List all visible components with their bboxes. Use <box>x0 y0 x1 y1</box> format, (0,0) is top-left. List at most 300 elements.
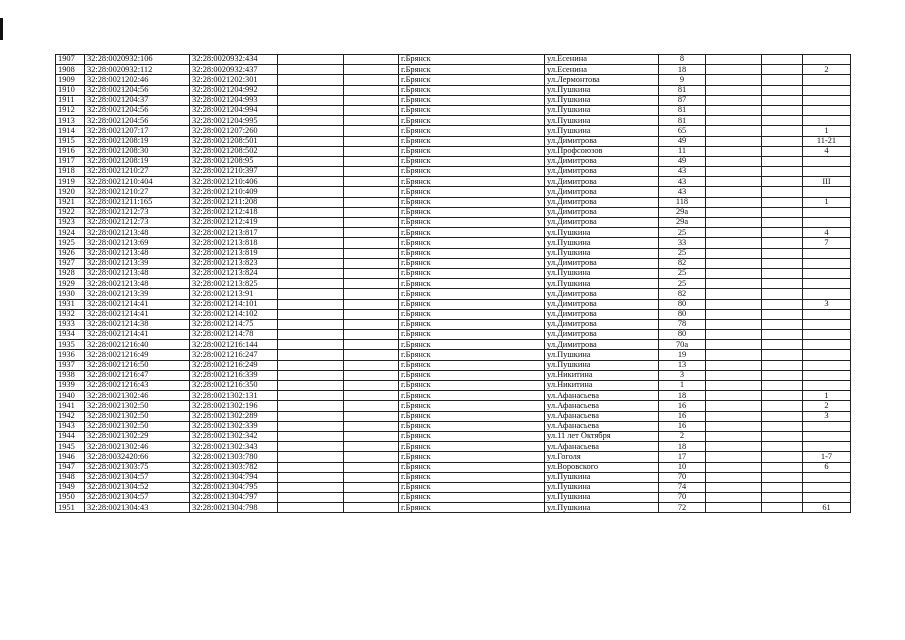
house-number-cell: 25 <box>659 279 706 289</box>
empty-cell <box>278 197 344 207</box>
empty-cell <box>762 85 803 95</box>
empty-cell <box>762 442 803 452</box>
house-number-cell: 16 <box>659 421 706 431</box>
city-cell: г.Брянск <box>399 136 545 146</box>
empty-cell <box>706 503 762 513</box>
land-cadastral-number-cell: 32:28:0021304:52 <box>85 482 190 492</box>
land-cadastral-number-cell: 32:28:0021304:57 <box>85 493 190 503</box>
house-number-cell: 70 <box>659 493 706 503</box>
empty-cell <box>762 411 803 421</box>
record-number-cell: 1915 <box>56 136 85 146</box>
extra-number-cell <box>803 350 851 360</box>
object-cadastral-number-cell: 32:28:0021208:95 <box>190 156 278 166</box>
empty-cell <box>762 156 803 166</box>
city-cell: г.Брянск <box>399 360 545 370</box>
table-row <box>56 340 851 350</box>
empty-cell <box>706 370 762 380</box>
land-cadastral-number-cell: 32:28:0021213:39 <box>85 258 190 268</box>
street-cell: ул.Димитрова <box>545 177 659 187</box>
house-number-cell: 49 <box>659 136 706 146</box>
street-cell: ул.Димитрова <box>545 187 659 197</box>
empty-cell <box>344 350 399 360</box>
house-number-cell: 18 <box>659 65 706 75</box>
empty-cell <box>344 279 399 289</box>
empty-cell <box>762 75 803 85</box>
empty-cell <box>278 431 344 441</box>
record-number-cell: 1920 <box>56 187 85 197</box>
empty-cell <box>344 85 399 95</box>
empty-cell <box>278 289 344 299</box>
extra-number-cell <box>803 472 851 482</box>
record-number-cell: 1925 <box>56 238 85 248</box>
house-number-cell: 80 <box>659 330 706 340</box>
empty-cell <box>762 391 803 401</box>
empty-cell <box>344 75 399 85</box>
empty-cell <box>344 340 399 350</box>
empty-cell <box>706 381 762 391</box>
empty-cell <box>344 116 399 126</box>
empty-cell <box>278 248 344 258</box>
extra-number-cell <box>803 167 851 177</box>
object-cadastral-number-cell: 32:28:0021213:823 <box>190 258 278 268</box>
extra-number-cell <box>803 289 851 299</box>
empty-cell <box>762 493 803 503</box>
house-number-cell: 25 <box>659 248 706 258</box>
table-row <box>56 268 851 278</box>
empty-cell <box>762 136 803 146</box>
empty-cell <box>762 167 803 177</box>
table-row <box>56 299 851 309</box>
street-cell: ул.Пушкина <box>545 248 659 258</box>
empty-cell <box>762 472 803 482</box>
extra-number-cell: 6 <box>803 462 851 472</box>
street-cell: ул.Пушкина <box>545 126 659 136</box>
extra-number-cell <box>803 493 851 503</box>
land-cadastral-number-cell: 32:28:0021216:47 <box>85 370 190 380</box>
house-number-cell: 13 <box>659 360 706 370</box>
extra-number-cell: 3 <box>803 299 851 309</box>
object-cadastral-number-cell: 32:28:0021211:208 <box>190 197 278 207</box>
house-number-cell: 2 <box>659 431 706 441</box>
empty-cell <box>706 452 762 462</box>
empty-cell <box>278 238 344 248</box>
record-number-cell: 1908 <box>56 65 85 75</box>
empty-cell <box>706 279 762 289</box>
empty-cell <box>706 431 762 441</box>
empty-cell <box>706 187 762 197</box>
house-number-cell: 74 <box>659 482 706 492</box>
table-row <box>56 279 851 289</box>
empty-cell <box>762 126 803 136</box>
extra-number-cell: 1 <box>803 126 851 136</box>
record-number-cell: 1922 <box>56 207 85 217</box>
empty-cell <box>278 55 344 65</box>
empty-cell <box>706 289 762 299</box>
empty-cell <box>706 126 762 136</box>
empty-cell <box>278 136 344 146</box>
record-number-cell: 1941 <box>56 401 85 411</box>
street-cell: ул.Димитрова <box>545 197 659 207</box>
house-number-cell: 10 <box>659 462 706 472</box>
record-number-cell: 1940 <box>56 391 85 401</box>
extra-number-cell <box>803 309 851 319</box>
extra-number-cell: 1 <box>803 391 851 401</box>
empty-cell <box>706 146 762 156</box>
extra-number-cell <box>803 482 851 492</box>
table-row <box>56 228 851 238</box>
city-cell: г.Брянск <box>399 228 545 238</box>
street-cell: ул.Пушкина <box>545 95 659 105</box>
street-cell: ул.Никитина <box>545 381 659 391</box>
empty-cell <box>344 156 399 166</box>
extra-number-cell: 4 <box>803 228 851 238</box>
empty-cell <box>762 330 803 340</box>
empty-cell <box>706 197 762 207</box>
house-number-cell: 43 <box>659 177 706 187</box>
land-cadastral-number-cell: 32:28:0021304:43 <box>85 503 190 513</box>
empty-cell <box>762 401 803 411</box>
extra-number-cell <box>803 95 851 105</box>
table-row <box>56 116 851 126</box>
empty-cell <box>344 391 399 401</box>
empty-cell <box>706 268 762 278</box>
empty-cell <box>762 289 803 299</box>
empty-cell <box>278 279 344 289</box>
city-cell: г.Брянск <box>399 187 545 197</box>
empty-cell <box>762 279 803 289</box>
land-cadastral-number-cell: 32:28:0021213:69 <box>85 238 190 248</box>
land-cadastral-number-cell: 32:28:0021303:75 <box>85 462 190 472</box>
city-cell: г.Брянск <box>399 309 545 319</box>
object-cadastral-number-cell: 32:28:0021210:397 <box>190 167 278 177</box>
record-number-cell: 1926 <box>56 248 85 258</box>
empty-cell <box>762 482 803 492</box>
house-number-cell: 29а <box>659 218 706 228</box>
extra-number-cell <box>803 330 851 340</box>
house-number-cell: 17 <box>659 452 706 462</box>
street-cell: ул.11 лет Октября <box>545 431 659 441</box>
object-cadastral-number-cell: 32:28:0021213:818 <box>190 238 278 248</box>
house-number-cell: 1 <box>659 381 706 391</box>
extra-number-cell: 7 <box>803 238 851 248</box>
street-cell: ул.Пушкина <box>545 85 659 95</box>
empty-cell <box>278 156 344 166</box>
empty-cell <box>344 55 399 65</box>
empty-cell <box>344 411 399 421</box>
land-cadastral-number-cell: 32:28:0021213:48 <box>85 268 190 278</box>
city-cell: г.Брянск <box>399 411 545 421</box>
empty-cell <box>762 187 803 197</box>
land-cadastral-number-cell: 32:28:0020932:106 <box>85 55 190 65</box>
empty-cell <box>278 319 344 329</box>
table-row <box>56 258 851 268</box>
city-cell: г.Брянск <box>399 116 545 126</box>
empty-cell <box>706 95 762 105</box>
street-cell: ул.Есенина <box>545 55 659 65</box>
empty-cell <box>278 442 344 452</box>
land-cadastral-number-cell: 32:28:0021304:57 <box>85 472 190 482</box>
empty-cell <box>706 65 762 75</box>
street-cell: ул.Пушкина <box>545 238 659 248</box>
empty-cell <box>706 248 762 258</box>
land-cadastral-number-cell: 32:28:0021302:50 <box>85 401 190 411</box>
empty-cell <box>278 309 344 319</box>
empty-cell <box>278 258 344 268</box>
object-cadastral-number-cell: 32:28:0021212:419 <box>190 218 278 228</box>
land-cadastral-number-cell: 32:28:0021208:19 <box>85 136 190 146</box>
empty-cell <box>344 187 399 197</box>
street-cell: ул.Афанасьева <box>545 421 659 431</box>
extra-number-cell <box>803 268 851 278</box>
land-cadastral-number-cell: 32:28:0021204:37 <box>85 95 190 105</box>
empty-cell <box>706 207 762 217</box>
house-number-cell: 33 <box>659 238 706 248</box>
empty-cell <box>344 197 399 207</box>
city-cell: г.Брянск <box>399 85 545 95</box>
land-cadastral-number-cell: 32:28:0021213:48 <box>85 228 190 238</box>
extra-number-cell <box>803 55 851 65</box>
empty-cell <box>344 146 399 156</box>
empty-cell <box>344 167 399 177</box>
record-number-cell: 1913 <box>56 116 85 126</box>
object-cadastral-number-cell: 32:28:0021302:289 <box>190 411 278 421</box>
empty-cell <box>706 493 762 503</box>
city-cell: г.Брянск <box>399 493 545 503</box>
extra-number-cell <box>803 442 851 452</box>
street-cell: ул.Лермонтова <box>545 75 659 85</box>
table-row <box>56 248 851 258</box>
land-cadastral-number-cell: 32:28:0021213:48 <box>85 279 190 289</box>
extra-number-cell <box>803 360 851 370</box>
empty-cell <box>762 248 803 258</box>
record-number-cell: 1931 <box>56 299 85 309</box>
land-cadastral-number-cell: 32:28:0021210:27 <box>85 167 190 177</box>
city-cell: г.Брянск <box>399 370 545 380</box>
street-cell: ул.Пушкина <box>545 503 659 513</box>
street-cell: ул.Димитрова <box>545 136 659 146</box>
empty-cell <box>278 472 344 482</box>
table-row <box>56 411 851 421</box>
city-cell: г.Брянск <box>399 197 545 207</box>
empty-cell <box>278 299 344 309</box>
record-number-cell: 1937 <box>56 360 85 370</box>
empty-cell <box>278 268 344 278</box>
street-cell: ул.Пушкина <box>545 228 659 238</box>
city-cell: г.Брянск <box>399 207 545 217</box>
object-cadastral-number-cell: 32:28:0021214:102 <box>190 309 278 319</box>
object-cadastral-number-cell: 32:28:0021213:824 <box>190 268 278 278</box>
empty-cell <box>706 411 762 421</box>
extra-number-cell: 1 <box>803 197 851 207</box>
record-number-cell: 1944 <box>56 431 85 441</box>
empty-cell <box>706 330 762 340</box>
empty-cell <box>344 431 399 441</box>
object-cadastral-number-cell: 32:28:0021204:995 <box>190 116 278 126</box>
table-row <box>56 75 851 85</box>
house-number-cell: 72 <box>659 503 706 513</box>
empty-cell <box>706 238 762 248</box>
object-cadastral-number-cell: 32:28:0021304:797 <box>190 493 278 503</box>
street-cell: ул.Пушкина <box>545 482 659 492</box>
land-cadastral-number-cell: 32:28:0021214:41 <box>85 309 190 319</box>
empty-cell <box>278 452 344 462</box>
record-number-cell: 1919 <box>56 177 85 187</box>
table-row <box>56 289 851 299</box>
empty-cell <box>762 350 803 360</box>
land-cadastral-number-cell: 32:28:0021302:46 <box>85 391 190 401</box>
empty-cell <box>706 360 762 370</box>
extra-number-cell <box>803 319 851 329</box>
land-cadastral-number-cell: 32:28:0020932:112 <box>85 65 190 75</box>
street-cell: ул.Профсоюзов <box>545 146 659 156</box>
land-cadastral-number-cell: 32:28:0021207:17 <box>85 126 190 136</box>
land-cadastral-number-cell: 32:28:0021214:41 <box>85 299 190 309</box>
street-cell: ул.Пушкина <box>545 279 659 289</box>
extra-number-cell <box>803 187 851 197</box>
extra-number-cell <box>803 279 851 289</box>
table-row <box>56 370 851 380</box>
empty-cell <box>278 146 344 156</box>
house-number-cell: 43 <box>659 167 706 177</box>
empty-cell <box>344 268 399 278</box>
street-cell: ул.Пушкина <box>545 116 659 126</box>
record-number-cell: 1939 <box>56 381 85 391</box>
table-row <box>56 187 851 197</box>
record-number-cell: 1917 <box>56 156 85 166</box>
table-row <box>56 350 851 360</box>
empty-cell <box>762 421 803 431</box>
city-cell: г.Брянск <box>399 442 545 452</box>
empty-cell <box>278 493 344 503</box>
table-row <box>56 472 851 482</box>
city-cell: г.Брянск <box>399 421 545 431</box>
record-number-cell: 1951 <box>56 503 85 513</box>
object-cadastral-number-cell: 32:28:0021303:782 <box>190 462 278 472</box>
empty-cell <box>706 218 762 228</box>
table-row <box>56 431 851 441</box>
empty-cell <box>762 503 803 513</box>
empty-cell <box>706 85 762 95</box>
object-cadastral-number-cell: 32:28:0021302:196 <box>190 401 278 411</box>
land-cadastral-number-cell: 32:28:0021216:49 <box>85 350 190 360</box>
document-page <box>55 54 851 513</box>
city-cell: г.Брянск <box>399 75 545 85</box>
object-cadastral-number-cell: 32:28:0021216:339 <box>190 370 278 380</box>
empty-cell <box>762 370 803 380</box>
extra-number-cell <box>803 421 851 431</box>
empty-cell <box>762 319 803 329</box>
extra-number-cell <box>803 105 851 115</box>
empty-cell <box>344 105 399 115</box>
street-cell: ул.Воровского <box>545 462 659 472</box>
empty-cell <box>278 228 344 238</box>
empty-cell <box>278 503 344 513</box>
empty-cell <box>278 167 344 177</box>
empty-cell <box>762 360 803 370</box>
land-cadastral-number-cell: 32:28:0021213:39 <box>85 289 190 299</box>
record-number-cell: 1935 <box>56 340 85 350</box>
empty-cell <box>706 472 762 482</box>
table-row <box>56 493 851 503</box>
city-cell: г.Брянск <box>399 350 545 360</box>
land-cadastral-number-cell: 32:28:0021302:29 <box>85 431 190 441</box>
table-row <box>56 55 851 65</box>
land-cadastral-number-cell: 32:28:0021216:43 <box>85 381 190 391</box>
extra-number-cell <box>803 218 851 228</box>
record-number-cell: 1909 <box>56 75 85 85</box>
object-cadastral-number-cell: 32:28:0020932:437 <box>190 65 278 75</box>
city-cell: г.Брянск <box>399 167 545 177</box>
table-row <box>56 85 851 95</box>
house-number-cell: 80 <box>659 309 706 319</box>
table-row <box>56 360 851 370</box>
empty-cell <box>278 350 344 360</box>
empty-cell <box>278 126 344 136</box>
city-cell: г.Брянск <box>399 299 545 309</box>
empty-cell <box>278 105 344 115</box>
empty-cell <box>706 421 762 431</box>
table-row <box>56 442 851 452</box>
house-number-cell: 70а <box>659 340 706 350</box>
empty-cell <box>762 105 803 115</box>
empty-cell <box>344 421 399 431</box>
city-cell: г.Брянск <box>399 319 545 329</box>
city-cell: г.Брянск <box>399 268 545 278</box>
extra-number-cell: III <box>803 177 851 187</box>
empty-cell <box>344 309 399 319</box>
empty-cell <box>762 238 803 248</box>
street-cell: ул.Димитрова <box>545 299 659 309</box>
house-number-cell: 16 <box>659 401 706 411</box>
property-registry-table <box>55 54 851 513</box>
empty-cell <box>706 391 762 401</box>
object-cadastral-number-cell: 32:28:0021210:409 <box>190 187 278 197</box>
city-cell: г.Брянск <box>399 330 545 340</box>
empty-cell <box>762 258 803 268</box>
street-cell: ул.Пушкина <box>545 493 659 503</box>
house-number-cell: 29а <box>659 207 706 217</box>
land-cadastral-number-cell: 32:28:0021210:404 <box>85 177 190 187</box>
object-cadastral-number-cell: 32:28:0021302:343 <box>190 442 278 452</box>
table-row <box>56 391 851 401</box>
object-cadastral-number-cell: 32:28:0021304:794 <box>190 472 278 482</box>
street-cell: ул.Пушкина <box>545 105 659 115</box>
city-cell: г.Брянск <box>399 156 545 166</box>
empty-cell <box>344 381 399 391</box>
street-cell: ул.Димитрова <box>545 309 659 319</box>
record-number-cell: 1946 <box>56 452 85 462</box>
empty-cell <box>278 401 344 411</box>
land-cadastral-number-cell: 32:28:0021204:56 <box>85 105 190 115</box>
house-number-cell: 11 <box>659 146 706 156</box>
extra-number-cell <box>803 75 851 85</box>
object-cadastral-number-cell: 32:28:0021213:819 <box>190 248 278 258</box>
object-cadastral-number-cell: 32:28:0020932:434 <box>190 55 278 65</box>
empty-cell <box>344 472 399 482</box>
empty-cell <box>706 401 762 411</box>
extra-number-cell: 4 <box>803 146 851 156</box>
house-number-cell: 19 <box>659 350 706 360</box>
city-cell: г.Брянск <box>399 340 545 350</box>
empty-cell <box>762 146 803 156</box>
city-cell: г.Брянск <box>399 146 545 156</box>
object-cadastral-number-cell: 32:28:0021304:798 <box>190 503 278 513</box>
empty-cell <box>344 330 399 340</box>
city-cell: г.Брянск <box>399 472 545 482</box>
street-cell: ул.Афанасьева <box>545 411 659 421</box>
table-row <box>56 462 851 472</box>
empty-cell <box>706 156 762 166</box>
